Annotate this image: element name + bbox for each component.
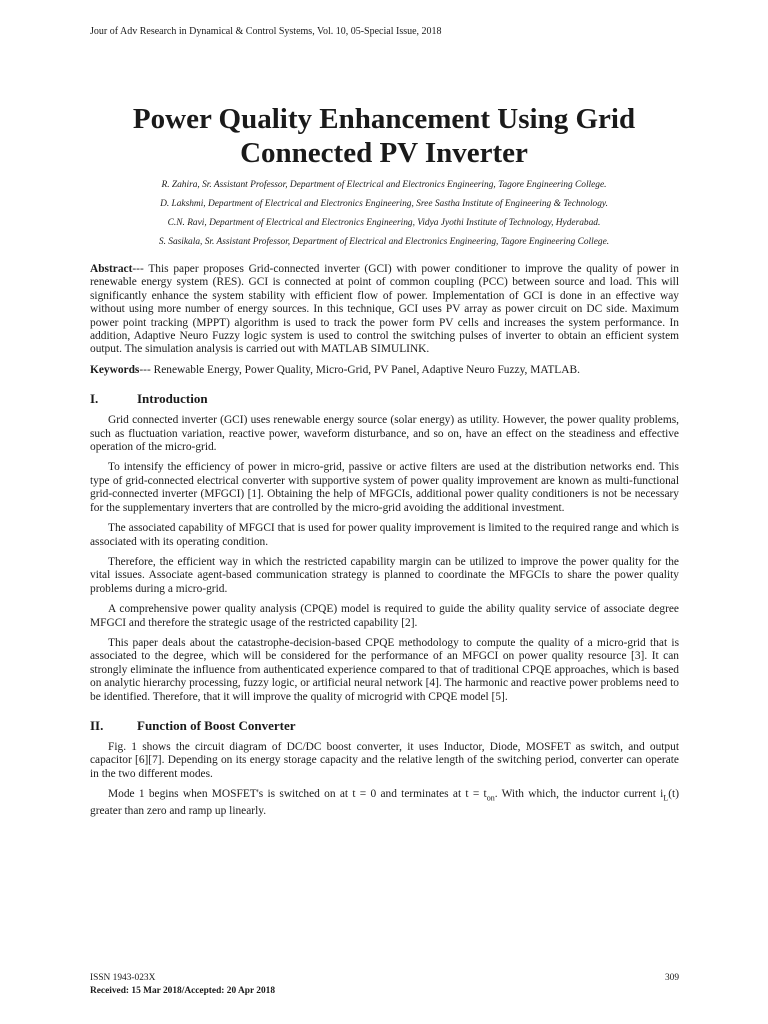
author-affiliation: S. Sasikala, Sr. Assistant Professor, Department of Electrical and Electronics Engineering, Tagore Engineering College. bbox=[158, 237, 610, 247]
paragraph: To intensify the efficiency of power in micro-grid, passive or active filters are used at the distribution networks end. This type of grid-connected electrical converter with supportive system of power quality improvement are known as multi-functional grid-connected inverter (MFGCI) [1]. Obtaining the help of MFGCIs, additional power quality conditioners is not be necessary for the supplementary inverters that are controlled by the micro-grid avoiding the additional investment. bbox=[90, 461, 679, 514]
title-line-2: Connected PV Inverter bbox=[240, 137, 528, 169]
title-line-1: Power Quality Enhancement Using Grid bbox=[132, 103, 636, 135]
section-number: I. bbox=[90, 391, 99, 407]
received-date: Received: 15 Mar 2018/Accepted: 20 Apr 2018 bbox=[90, 986, 276, 996]
section-heading-introduction bbox=[90, 391, 679, 406]
keywords-label: Keywords bbox=[90, 363, 140, 376]
paper-title bbox=[60, 102, 708, 170]
author-affiliation: R. Zahira, Sr. Assistant Professor, Department of Electrical and Electronics Engineering, Tagore Engineering College. bbox=[161, 180, 607, 190]
section-title: Function of Boost Converter bbox=[137, 717, 296, 733]
paragraph: Grid connected inverter (GCI) uses renewable energy source (solar energy) as utility. However, the power quality problems, such as fluctuation variation, reactive power, waveform disturbance, and so on, have an effect on the steadiness and effective operation of the micro-grid. bbox=[90, 414, 679, 454]
paragraph: This paper deals about the catastrophe-decision-based CPQE methodology to compute the quality of a micro-grid that is associated to the degree, which will be considered for the performance of an MFGCI on power quality resource [3]. It can strongly eliminate the influence from authenticated experience compared to that of traditional CPQE approaches, which is based on analytic hierarchy processing, fuzzy logic, or artificial neural network [4]. The harmonic and reactive power problems need to be identified. Therefore, that it will improve the quality of microgrid with CPQE model [5]. bbox=[90, 636, 679, 703]
paragraph: A comprehensive power quality analysis (CPQE) model is required to guide the ability quality service of associate degree MFGCI and therefore the strategic usage of the restricted capability [2]. bbox=[90, 603, 679, 629]
subscript: L bbox=[663, 793, 669, 803]
page-number: 309 bbox=[664, 973, 679, 983]
author-affiliation: D. Lakshmi, Department of Electrical and Electronics Engineering, Sree Sastha Institute of Engineering & Technology. bbox=[160, 199, 608, 209]
subscript: on bbox=[486, 793, 495, 803]
abstract-text: This paper proposes Grid-connected inverter (GCI) with power conditioner to improve the quality of power in renewable energy system (RES). GCI is connected at point of common coupling (PCC) between source and load. This will significantly enhance the system stability with efficient flow of power. Implementation of GCI is done in an effective way without using more number of energy sources. In this technique, GCI uses PV array as power circuit on DC side. Maximum power point tracking (MPPT) algorithm is used to track the power form PV cells and increases the system performance. In addition, Adaptive Neuro Fuzzy logic system is used to control the switching pulses of inverter to obtain an efficient system output. The simulation analysis is carried out with MATLAB SIMULINK. bbox=[90, 263, 679, 356]
text-run: (t) greater than zero and ramp up linearly. bbox=[90, 788, 679, 817]
keywords-separator: --- bbox=[139, 363, 154, 376]
paragraph: Therefore, the efficient way in which the restricted capability margin can be utilized to improve the power quality for the vital issues. Associate agent-based communication strategy is planned to coordinate the MFGCIs to share the power quality problems during a micro-grid. bbox=[90, 555, 679, 595]
text-run: Mode 1 begins when MOSFET's is switched on at t = 0 and terminates at t = t bbox=[108, 788, 487, 801]
keywords-text: Renewable Energy, Power Quality, Micro-Grid, PV Panel, Adaptive Neuro Fuzzy, MATLAB. bbox=[153, 363, 580, 376]
author-affiliation: C.N. Ravi, Department of Electrical and Electronics Engineering, Vidya Jyothi Institute of Technology, Hyderabad. bbox=[167, 218, 601, 228]
keywords bbox=[90, 364, 679, 377]
journal-header: Jour of Adv Research in Dynamical & Control Systems, Vol. 10, 05-Special Issue, 2018 bbox=[90, 26, 442, 37]
paragraph: The associated capability of MFGCI that is used for power quality improvement is limited to the required range and which is associated with its operating condition. bbox=[90, 522, 679, 548]
issn: ISSN 1943-023X bbox=[90, 973, 156, 983]
text-run: . With which, the inductor current i bbox=[494, 788, 664, 801]
paragraph-mode-1 bbox=[90, 788, 679, 818]
section-number: II. bbox=[90, 717, 104, 733]
abstract bbox=[90, 263, 679, 357]
section-heading-boost-converter bbox=[90, 718, 679, 733]
abstract-label: Abstract bbox=[90, 263, 133, 275]
paper-body bbox=[90, 263, 679, 825]
author-list bbox=[60, 178, 708, 254]
page-footer bbox=[90, 972, 679, 998]
abstract-separator: --- bbox=[132, 263, 149, 275]
paragraph: Fig. 1 shows the circuit diagram of DC/DC boost converter, it uses Inductor, Diode, MOSFET as switch, and output capacitor [6][7]. Depending on its energy storage capacity and the relative length of the switching period, converter can operate in the two different modes. bbox=[90, 740, 679, 780]
footer-row bbox=[90, 972, 679, 985]
section-title: Introduction bbox=[137, 391, 208, 407]
